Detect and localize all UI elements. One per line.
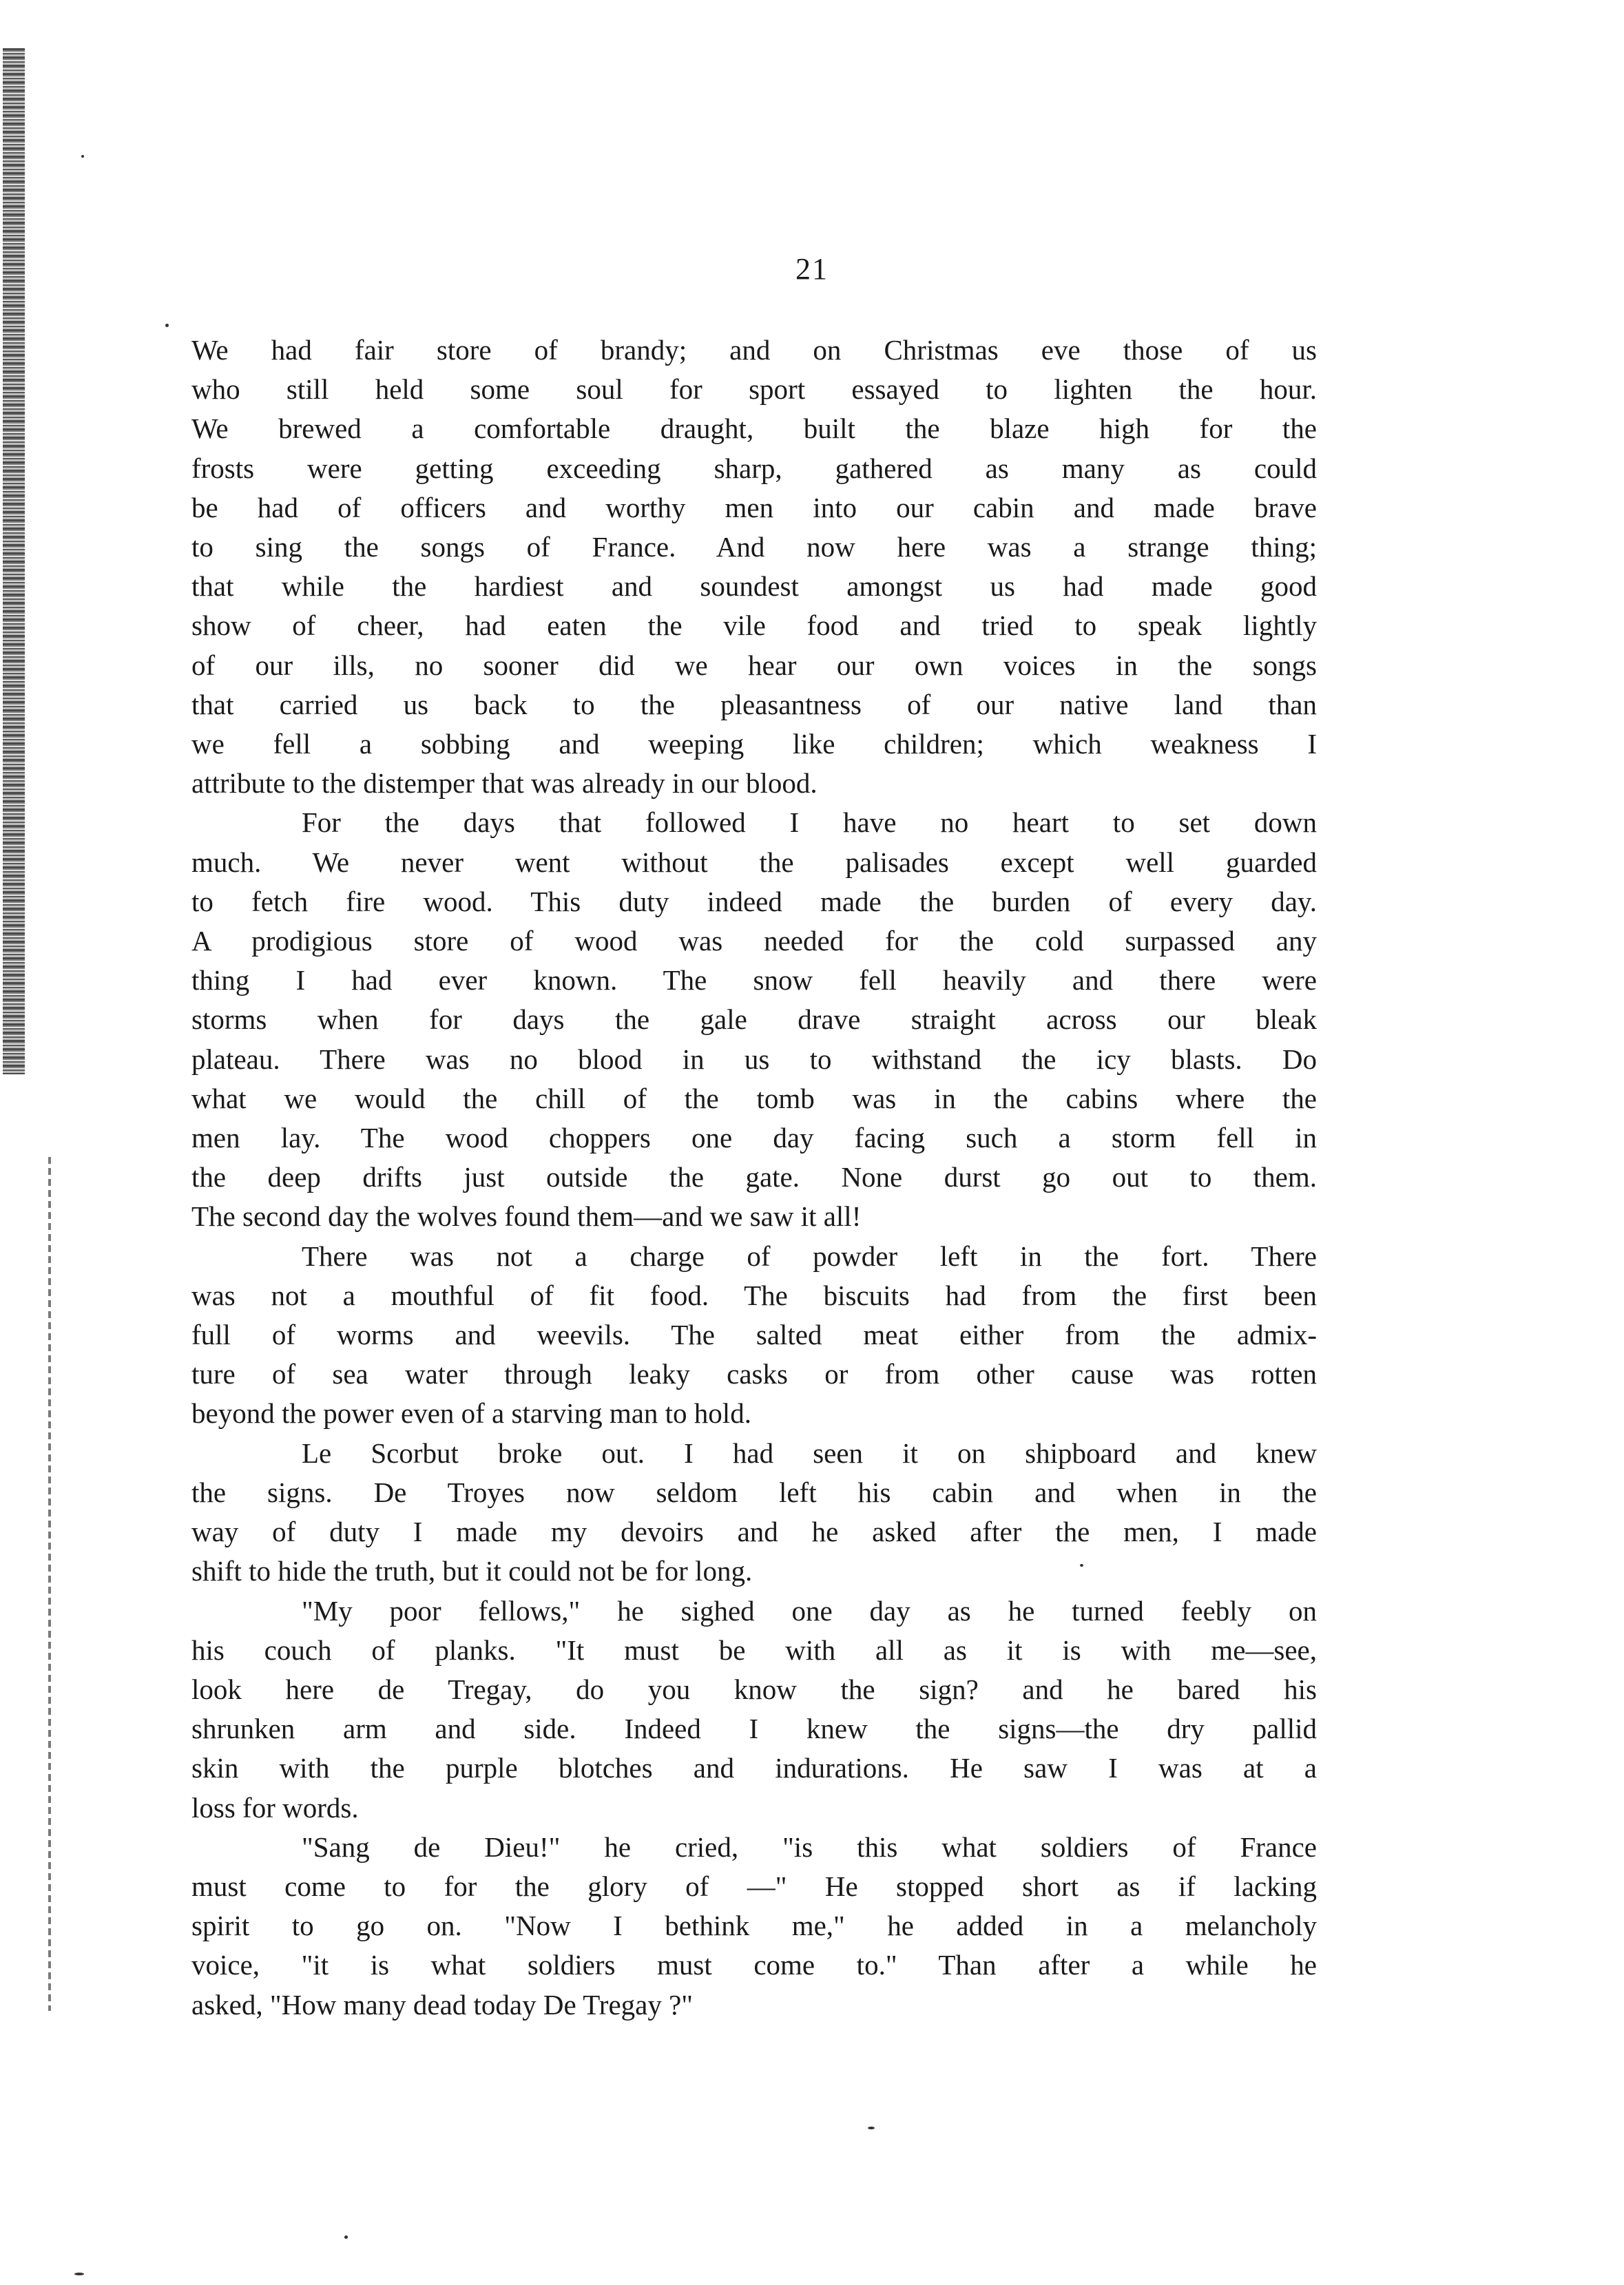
text-line: loss for words. xyxy=(191,1791,359,1824)
text-line: way of duty I made my devoirs and he asked after the men, I made xyxy=(191,1516,1317,1548)
scan-speck xyxy=(1080,1564,1083,1567)
text-line: voice, "it is what soldiers must come to." Than after a while he xyxy=(191,1949,1317,1981)
text-line: the deep drifts just outside the gate. None durst go out to them. xyxy=(191,1161,1317,1193)
text-line: to fetch fire wood. This duty indeed made the burden of every day. xyxy=(191,885,1317,917)
text-line: who still held some soul for sport essayed to lighten the hour. xyxy=(191,373,1317,406)
scan-binding-edge-lower xyxy=(48,1157,51,2011)
text-line: We brewed a comfortable draught, built the blaze high for the xyxy=(191,413,1317,445)
text-line: that while the hardiest and soundest amongst us had made good xyxy=(191,570,1317,603)
text-line: be had of officers and worthy men into our cabin and made brave xyxy=(191,491,1317,523)
text-line: the signs. De Troyes now seldom left his cabin and when in the xyxy=(191,1476,1317,1508)
text-line: skin with the purple blotches and indurations. He saw I was at a xyxy=(191,1752,1317,1784)
text-line: Le Scorbut broke out. I had seen it on shipboard and knew xyxy=(302,1437,1317,1469)
text-line: that carried us back to the pleasantness of our native land than xyxy=(191,688,1317,720)
text-line: look here de Tregay, do you know the sign? and he bared his xyxy=(191,1673,1317,1705)
paragraph xyxy=(191,1434,1317,1592)
text-line: to sing the songs of France. And now here was a strange thing; xyxy=(191,531,1317,563)
text-line: we fell a sobbing and weeping like children; which weakness I xyxy=(191,728,1317,760)
scan-speck xyxy=(74,2273,84,2275)
text-line: spirit to go on. "Now I bethink me," he added in a melancholy xyxy=(191,1910,1317,1942)
text-line: men lay. The wood choppers one day facing such a storm fell in xyxy=(191,1122,1317,1154)
text-line: There was not a charge of powder left in the fort. There xyxy=(302,1240,1317,1272)
scan-speck xyxy=(868,2127,875,2129)
paragraph xyxy=(191,803,1317,1236)
text-line: thing I had ever known. The snow fell heavily and there were xyxy=(191,964,1317,997)
text-line: shrunken arm and side. Indeed I knew the signs—the dry pallid xyxy=(191,1713,1317,1745)
text-line: asked, "How many dead today De Tregay ?" xyxy=(191,1988,694,2021)
text-line: full of worms and weevils. The salted meat either from the admix- xyxy=(191,1319,1317,1351)
text-line: show of cheer, had eaten the vile food and tried to speak lightly xyxy=(191,609,1317,642)
text-line: what we would the chill of the tomb was in the cabins where the xyxy=(191,1082,1317,1114)
paragraph xyxy=(191,1592,1317,1828)
text-line: attribute to the distemper that was already in our blood. xyxy=(191,767,818,800)
text-line: ture of sea water through leaky casks or from other cause was rotten xyxy=(191,1358,1317,1390)
text-line: shift to hide the truth, but it could not be for long. xyxy=(191,1555,753,1587)
text-line: For the days that followed I have no heart to set down xyxy=(302,806,1317,839)
scan-speck xyxy=(81,155,84,158)
scan-speck xyxy=(344,2235,348,2239)
text-line: frosts were getting exceeding sharp, gathered as many as could xyxy=(191,452,1317,484)
text-line: of our ills, no sooner did we hear our own voices in the songs xyxy=(191,649,1317,681)
page-number: 21 xyxy=(795,252,829,286)
text-line: beyond the power even of a starving man to hold. xyxy=(191,1397,751,1430)
text-line: The second day the wolves found them—and we saw it all! xyxy=(191,1200,862,1233)
text-line: "Sang de Dieu!" he cried, "is this what soldiers of France xyxy=(302,1830,1317,1863)
text-line: much. We never went without the palisades except well guarded xyxy=(191,846,1317,878)
text-line: storms when for days the gale drave straight across our bleak xyxy=(191,1003,1317,1036)
scan-binding-edge xyxy=(3,48,25,1074)
text-line: We had fair store of brandy; and on Christmas eve those of us xyxy=(191,334,1317,366)
text-column xyxy=(191,331,1317,2025)
paragraph xyxy=(191,331,1317,803)
text-line: his couch of planks. "It must be with all as it is with me—see, xyxy=(191,1634,1317,1666)
paragraph xyxy=(191,1237,1317,1434)
text-line: A prodigious store of wood was needed for the cold surpassed any xyxy=(191,925,1317,957)
paragraph xyxy=(191,1828,1317,2025)
scan-speck xyxy=(165,324,169,327)
text-line: must come to for the glory of —" He stopped short as if lacking xyxy=(191,1870,1317,1902)
text-line: "My poor fellows," he sighed one day as he turned feebly on xyxy=(302,1594,1317,1627)
text-line: was not a mouthful of fit food. The biscuits had from the first been xyxy=(191,1279,1317,1311)
text-line: plateau. There was no blood in us to withstand the icy blasts. Do xyxy=(191,1043,1317,1075)
